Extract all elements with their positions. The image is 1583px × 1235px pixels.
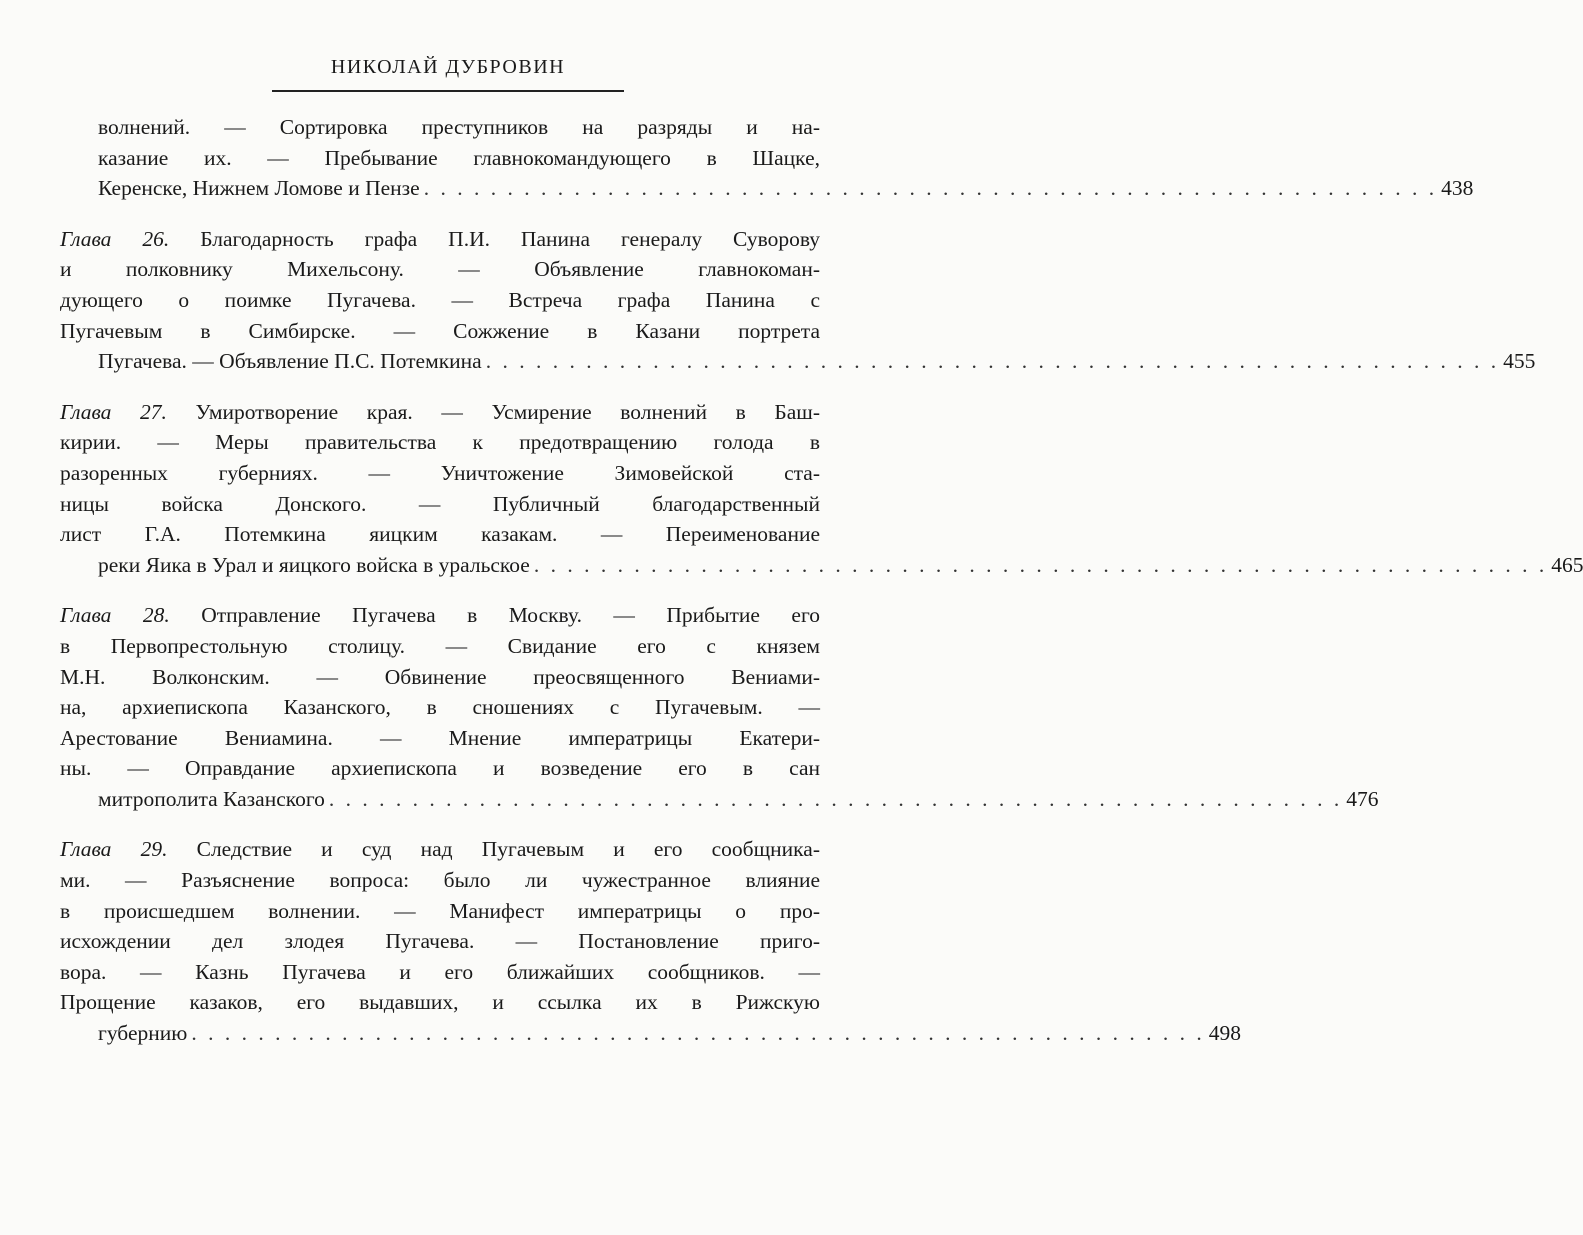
line-text: Умиротворение края. — Усмирение волнений в Баш- xyxy=(195,399,820,424)
line-text: кирии. — Меры правительства к предотвращению голода в xyxy=(60,430,820,455)
line-text: исхождении дел злодея Пугачева. — Постановление приго- xyxy=(60,929,820,954)
line-text: и полковнику Михельсону. — Объявление главнокоман- xyxy=(60,257,820,282)
page-number: 455 xyxy=(1503,349,1536,374)
line-text: лист Г.А. Потемкина яицким казакам. — Переименование xyxy=(60,522,820,547)
toc-entry-line xyxy=(60,254,820,285)
dot-leader: . . . . . . . . . . . . . . . . . . . . . . . . . . . . . . . . . . . . . . . . . . . . . . . . . . . . . . . . . . . . . xyxy=(191,1021,1205,1046)
line-text: вора. — Казнь Пугачева и его ближайших сообщников. — xyxy=(60,959,820,984)
toc-entry-line xyxy=(60,519,820,550)
page-number: 498 xyxy=(1208,1021,1241,1046)
toc-entry-line xyxy=(60,397,820,428)
running-header: НИКОЛАЙ ДУБРОВИН xyxy=(330,56,566,78)
toc-entry-line xyxy=(60,987,820,1018)
dot-leader: . . . . . . . . . . . . . . . . . . . . . . . . . . . . . . . . . . . . . . . . . . . . . . . . . . . . . . . . . . . . . xyxy=(423,176,1438,201)
chapter-label: Глава 29. xyxy=(60,837,168,862)
toc-entry-line xyxy=(60,316,820,347)
chapter-label: Глава 28. xyxy=(60,603,170,628)
toc-entry-last-line xyxy=(98,173,1474,204)
line-text: реки Яика в Урал и яицкого войска в уральское xyxy=(98,552,530,577)
toc-entry-line xyxy=(60,834,820,865)
line-text: в Первопрестольную столицу. — Свидание его с князем xyxy=(60,633,820,658)
page-number: 476 xyxy=(1346,786,1379,811)
line-text: Благодарность графа П.И. Панина генералу Суворову xyxy=(200,226,820,251)
table-of-contents xyxy=(60,112,1583,1069)
toc-entry-line xyxy=(60,458,820,489)
page-number: 438 xyxy=(1441,176,1474,201)
chapter-label: Глава 26. xyxy=(60,226,170,251)
line-text: Прощение казаков, его выдавших, и ссылка их в Рижскую xyxy=(60,990,820,1015)
toc-entry-last-line xyxy=(98,784,1379,815)
line-text: ницы войска Донского. — Публичный благодарственный xyxy=(60,491,820,516)
toc-entry-last-line xyxy=(98,346,1536,377)
line-text: Следствие и суд над Пугачевым и его сообщника- xyxy=(196,837,820,862)
toc-entry-line xyxy=(60,723,820,754)
line-text: в происшедшем волнении. — Манифест императрицы о про- xyxy=(60,898,820,923)
toc-entry-line xyxy=(60,489,820,520)
line-text: Пугачевым в Симбирске. — Сожжение в Казани портрета xyxy=(60,318,820,343)
toc-entry-line xyxy=(60,285,820,316)
toc-entry xyxy=(60,600,1379,814)
toc-entry xyxy=(60,834,1241,1048)
line-text: Пугачева. — Объявление П.С. Потемкина xyxy=(98,349,482,374)
line-text: М.Н. Волконским. — Обвинение преосвященного Вениами- xyxy=(60,664,820,689)
toc-entry-line xyxy=(60,926,820,957)
line-text: на, архиепископа Казанского, в сношениях с Пугачевым. — xyxy=(60,695,820,720)
toc-entry-last-line xyxy=(98,1018,1241,1049)
toc-entry-line xyxy=(60,896,820,927)
line-text: Арестование Вениамина. — Мнение императрицы Екатери- xyxy=(60,725,820,750)
line-text: Керенске, Нижнем Ломове и Пензе xyxy=(98,176,420,201)
toc-entry-line xyxy=(60,427,820,458)
dot-leader: . . . . . . . . . . . . . . . . . . . . . . . . . . . . . . . . . . . . . . . . . . . . . . . . . . . . . . . . . . . . . xyxy=(485,349,1500,374)
toc-entry xyxy=(60,397,1583,581)
toc-entry xyxy=(60,224,1536,377)
toc-entry-last-line xyxy=(98,550,1583,581)
toc-entry-line xyxy=(60,692,820,723)
toc-entry-line xyxy=(60,753,820,784)
line-text: волнений. — Сортировка преступников на разряды и на- xyxy=(98,115,820,139)
page-number: 465 xyxy=(1551,552,1583,577)
header-rule xyxy=(272,90,624,92)
toc-entry-line xyxy=(60,631,820,662)
toc-entry-line xyxy=(98,112,820,143)
line-text: губернию xyxy=(98,1021,188,1046)
line-text: ны. — Оправдание архиепископа и возведение его в сан xyxy=(60,756,820,781)
line-text: Отправление Пугачева в Москву. — Прибытие его xyxy=(201,603,821,628)
line-text: казание их. — Пребывание главнокомандующего в Шацке, xyxy=(98,145,820,170)
line-text: дующего о поимке Пугачева. — Встреча графа Панина с xyxy=(60,287,820,312)
toc-entry-line xyxy=(60,865,820,896)
dot-leader: . . . . . . . . . . . . . . . . . . . . . . . . . . . . . . . . . . . . . . . . . . . . . . . . . . . . . . . . . . . . . xyxy=(328,786,1343,811)
line-text: разоренных губерниях. — Уничтожение Зимовейской ста- xyxy=(60,460,820,485)
line-text: ми. — Разъяснение вопроса: было ли чужестранное влияние xyxy=(60,868,820,893)
toc-entry-line xyxy=(60,224,820,255)
line-text: митрополита Казанского xyxy=(98,786,325,811)
dot-leader: . . . . . . . . . . . . . . . . . . . . . . . . . . . . . . . . . . . . . . . . . . . . . . . . . . . . . . . . . . . . . xyxy=(533,552,1548,577)
chapter-label: Глава 27. xyxy=(60,399,167,424)
toc-entry-line xyxy=(60,957,820,988)
toc-entry-line xyxy=(60,600,821,631)
toc-entry-line xyxy=(98,143,820,174)
toc-entry xyxy=(60,112,1474,204)
toc-entry-line xyxy=(60,662,820,693)
